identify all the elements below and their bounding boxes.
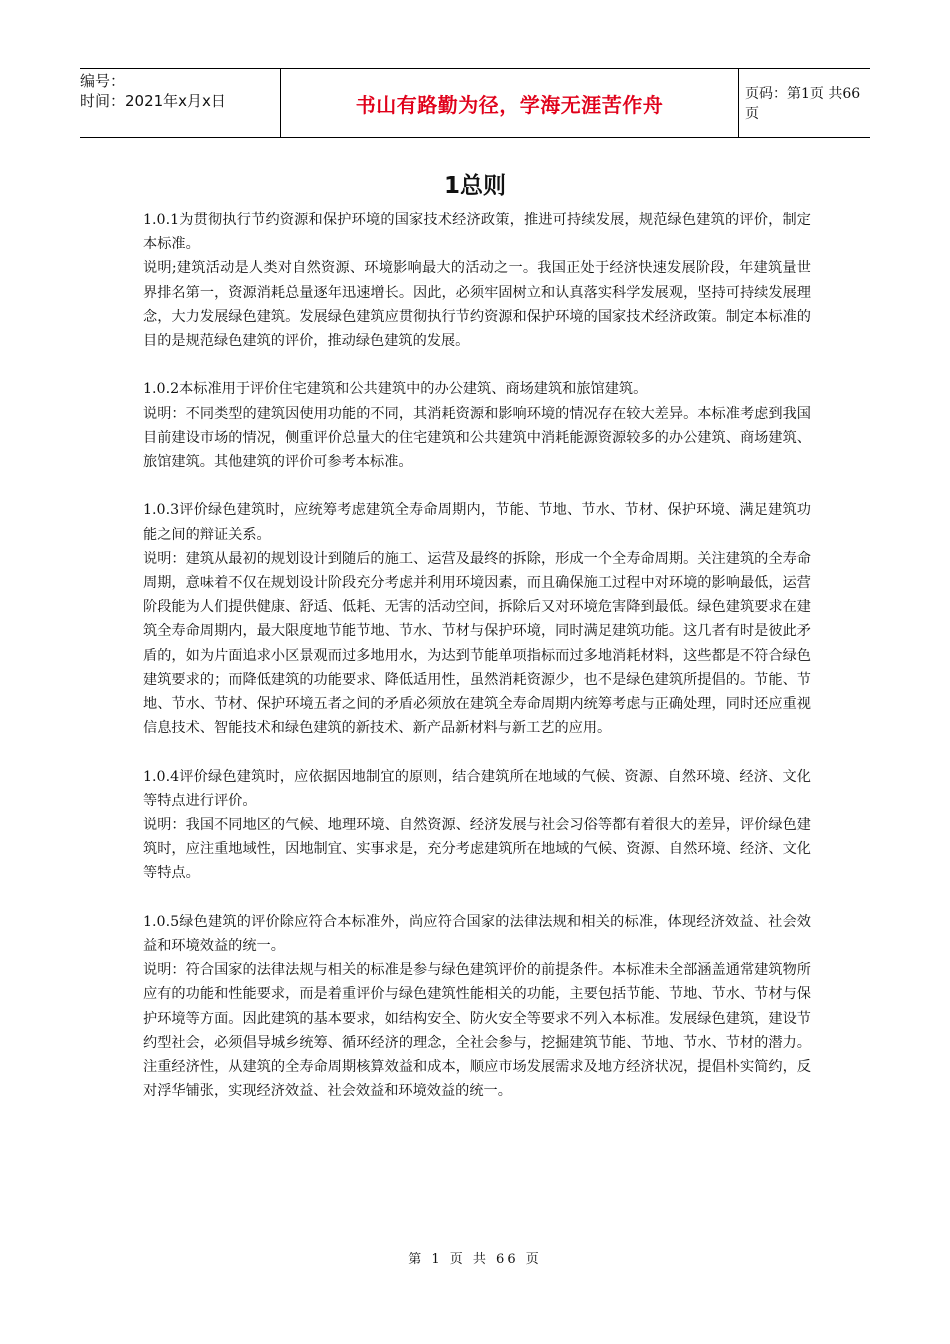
date-label: 时间：2021年x月x日 bbox=[80, 92, 226, 110]
clause-1-0-3: 1.0.3评价绿色建筑时，应统筹考虑建筑全寿命周期内，节能、节地、节水、节材、保护环境、满足建筑功能之间的辩证关系。 bbox=[143, 502, 811, 543]
page-footer: 第 1 页 共 66 页 bbox=[408, 1252, 542, 1267]
header-motto-cell bbox=[280, 69, 739, 137]
paragraph-gap bbox=[143, 353, 811, 377]
page-info: 页码：第1页 共66页 bbox=[745, 86, 861, 122]
document-body bbox=[143, 208, 811, 1103]
paragraph-gap bbox=[143, 740, 811, 764]
note-1-0-4: 说明：我国不同地区的气候、地理环境、自然资源、经济发展与社会习俗等都有着很大的差异，评价绿色建筑时，应注重地域性，因地制宜、实事求是，充分考虑建筑所在地域的气候、资源、自然环境、经济、文化等特点。 bbox=[143, 817, 811, 882]
note-1-0-2: 说明：不同类型的建筑因使用功能的不同，其消耗资源和影响环境的情况存在较大差异。本标准考虑到我国目前建设市场的情况，侧重评价总量大的住宅建筑和公共建筑中消耗能源资源较多的办公建筑、商场建筑、旅馆建筑。其他建筑的评价可参考本标准。 bbox=[143, 405, 811, 471]
note-1-0-5: 说明：符合国家的法律法规与相关的标准是参与绿色建筑评价的前提条件。本标准未全部涵盖通常建筑物所应有的功能和性能要求，而是着重评价与绿色建筑性能相关的功能，主要包括节能、节地、节水、节材与保护环境等方面。因此建筑的基本要求，如结构安全、防火安全等要求不列入本标准。发展绿色建筑，建设节约型社会，必须倡导城乡统筹、循环经济的理念，全社会参与，挖掘建筑节能、节地、节水、节材的潜力。注重经济性，从建筑的全寿命周期核算效益和成本，顺应市场发展需求及地方经济状况，提倡朴实简约，反对浮华铺张，实现经济效益、社会效益和环境效益的统一。 bbox=[143, 962, 811, 1100]
clause-1-0-1: 1.0.1为贯彻执行节约资源和保护环境的国家技术经济政策，推进可持续发展，规范绿色建筑的评价，制定本标准。 bbox=[143, 212, 811, 253]
header-meta-cell bbox=[80, 69, 280, 137]
clause-1-0-5: 1.0.5绿色建筑的评价除应符合本标准外，尚应符合国家的法律法规和相关的标准，体现经济效益、社会效益和环境效益的统一。 bbox=[143, 913, 811, 955]
note-1-0-1: 说明;建筑活动是人类对自然资源、环境影响最大的活动之一。我国正处于经济快速发展阶段，年建筑量世界排名第一，资源消耗总量逐年迅速增长。因此，必须牢固树立和认真落实科学发展观，坚持可持续发展理念，大力发展绿色建筑。发展绿色建筑应贯彻执行节约资源和保护环境的国家技术经济政策。制定本标准的目的是规范绿色建筑的评价，推动绿色建筑的发展。 bbox=[143, 260, 811, 350]
number-label: 编号： bbox=[80, 72, 126, 90]
clause-1-0-4: 1.0.4评价绿色建筑时，应依据因地制宜的原则，结合建筑所在地域的气候、资源、自然环境、经济、文化等特点进行评价。 bbox=[143, 768, 811, 809]
document-title: 1总则 bbox=[443, 173, 506, 199]
clause-1-0-2: 1.0.2本标准用于评价住宅建筑和公共建筑中的办公建筑、商场建筑和旅馆建筑。 bbox=[143, 381, 648, 398]
note-1-0-3: 说明：建筑从最初的规划设计到随后的施工、运营及最终的拆除，形成一个全寿命周期。关注建筑的全寿命周期，意味着不仅在规划设计阶段充分考虑并利用环境因素，而且确保施工过程中对环境的影响最低，运营阶段能为人们提供健康、舒适、低耗、无害的活动空间，拆除后又对环境危害降到最低。绿色建筑要求在建筑全寿命周期内，最大限度地节能节地、节水、节材与保护环境，同时满足建筑功能。这几者有时是彼此矛盾的，如为片面追求小区景观而过多地用水，为达到节能单项指标而过多地消耗材料，这些都是不符合绿色建筑要求的；而降低建筑的功能要求、降低适用性，虽然消耗资源少，也不是绿色建筑所提倡的。节能、节地、节水、节材、保护环境五者之间的矛盾必须放在建筑全寿命周期内统筹考虑与正确处理，同时还应重视信息技术、智能技术和绿色建筑的新技术、新产品新材料与新工艺的应用。 bbox=[143, 550, 811, 737]
header-page-cell bbox=[737, 69, 870, 137]
paragraph-gap bbox=[143, 886, 811, 910]
motto-text: 书山有路勤为径，学海无涯苦作舟 bbox=[355, 92, 664, 117]
paragraph-gap bbox=[143, 474, 811, 498]
page-header bbox=[80, 68, 870, 138]
